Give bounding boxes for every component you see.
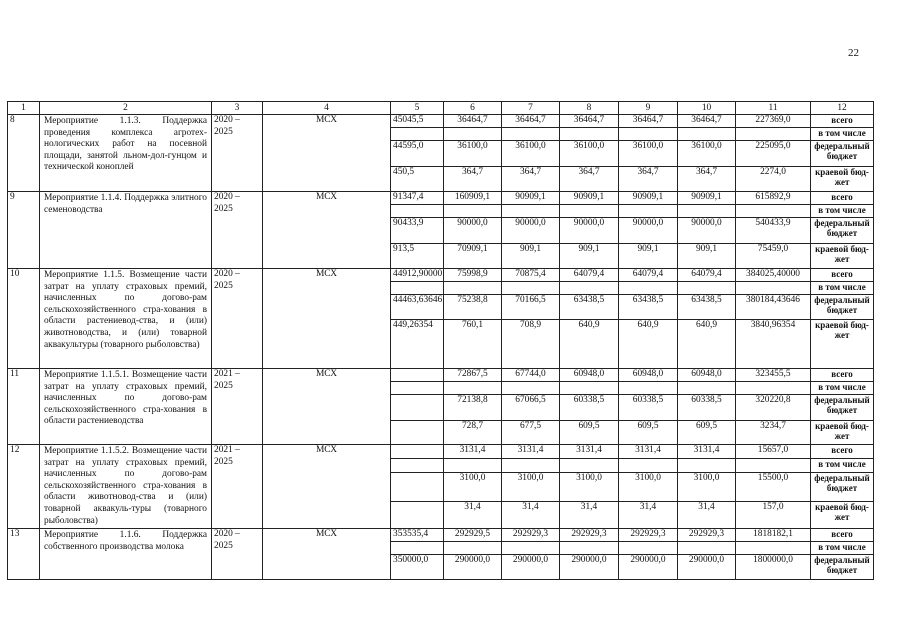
empty-cell xyxy=(736,205,811,218)
source-total: всего xyxy=(811,115,874,128)
measure-name: Мероприятие 1.1.5.2. Возмещение части затрат на уплату страховых премий, начисленных по догово-рам сельскохозяйственного стра-хования в области животновод-ства и (или) товарной аквакуль-туры (товарного рыболовства) xyxy=(40,445,212,529)
value-cell: 3131,4 xyxy=(678,445,736,459)
source-regional: краевой бюд-жет xyxy=(811,421,874,445)
implementation-term: 2020 – 2025 xyxy=(212,269,263,369)
value-cell: 44463,63646 xyxy=(391,295,444,320)
value-cell: 290000,0 xyxy=(619,555,678,580)
empty-cell xyxy=(560,282,619,295)
value-cell: 290000,0 xyxy=(444,555,502,580)
empty-cell xyxy=(502,382,560,395)
value-cell: 3131,4 xyxy=(502,445,560,459)
value-cell: 3234,7 xyxy=(736,421,811,445)
budget-table xyxy=(7,101,874,580)
source-federal: федеральный бюджет xyxy=(811,295,874,320)
page-number: 22 xyxy=(848,47,859,59)
empty-cell xyxy=(736,459,811,473)
value-cell: 909,1 xyxy=(678,244,736,269)
empty-cell xyxy=(678,205,736,218)
value-cell: 36100,0 xyxy=(619,141,678,167)
value-cell: 90909,1 xyxy=(502,192,560,205)
implementation-term: 2020 – 2025 xyxy=(212,115,263,192)
value-cell: 3131,4 xyxy=(444,445,502,459)
value-cell: 91347,4 xyxy=(391,192,444,205)
source-including: в том числе xyxy=(811,128,874,141)
header-cell: 11 xyxy=(736,102,811,115)
source-federal: федеральный бюджет xyxy=(811,218,874,244)
value-cell: 157,0 xyxy=(736,501,811,528)
source-including: в том числе xyxy=(811,542,874,555)
empty-cell xyxy=(678,459,736,473)
value-cell: 290000,0 xyxy=(560,555,619,580)
value-cell: 36464,7 xyxy=(619,115,678,128)
executor: МСХ xyxy=(263,269,391,369)
value-cell: 380184,43646 xyxy=(736,295,811,320)
empty-cell xyxy=(678,542,736,555)
value-cell: 75459,0 xyxy=(736,244,811,269)
value-cell: 67066,5 xyxy=(502,395,560,421)
value-cell: 3100,0 xyxy=(619,473,678,501)
value-cell: 15500,0 xyxy=(736,473,811,501)
value-cell xyxy=(391,395,444,421)
value-cell: 90000,0 xyxy=(619,218,678,244)
empty-cell xyxy=(619,205,678,218)
value-cell: 225095,0 xyxy=(736,141,811,167)
value-cell: 60948,0 xyxy=(560,369,619,382)
value-cell: 31,4 xyxy=(678,501,736,528)
value-cell: 292929,5 xyxy=(444,529,502,542)
empty-cell xyxy=(391,128,444,141)
value-cell: 36464,7 xyxy=(444,115,502,128)
table-row xyxy=(8,529,874,542)
value-cell: 70875,4 xyxy=(502,269,560,282)
empty-cell xyxy=(444,459,502,473)
value-cell: 292929,3 xyxy=(678,529,736,542)
value-cell: 3100,0 xyxy=(560,473,619,501)
value-cell: 1800000,0 xyxy=(736,555,811,580)
empty-cell xyxy=(502,128,560,141)
value-cell xyxy=(391,501,444,528)
value-cell: 90000,0 xyxy=(444,218,502,244)
header-cell: 10 xyxy=(678,102,736,115)
empty-cell xyxy=(678,128,736,141)
empty-cell xyxy=(391,282,444,295)
source-federal: федеральный бюджет xyxy=(811,395,874,421)
value-cell: 36100,0 xyxy=(502,141,560,167)
value-cell: 913,5 xyxy=(391,244,444,269)
empty-cell xyxy=(560,382,619,395)
value-cell: 72867,5 xyxy=(444,369,502,382)
empty-cell xyxy=(619,542,678,555)
executor: МСХ xyxy=(263,192,391,269)
value-cell: 31,4 xyxy=(444,501,502,528)
value-cell: 909,1 xyxy=(619,244,678,269)
value-cell: 64079,4 xyxy=(560,269,619,282)
measure-name: Мероприятие 1.1.6. Поддержка собственного производства молока xyxy=(40,529,212,580)
value-cell: 708,9 xyxy=(502,320,560,369)
header-row xyxy=(8,102,874,115)
empty-cell xyxy=(444,542,502,555)
row-number: 13 xyxy=(8,529,40,580)
value-cell: 640,9 xyxy=(678,320,736,369)
value-cell: 450,5 xyxy=(391,167,444,192)
value-cell xyxy=(391,473,444,501)
implementation-term: 2021 – 2025 xyxy=(212,445,263,529)
value-cell: 292929,3 xyxy=(619,529,678,542)
value-cell: 60338,5 xyxy=(678,395,736,421)
executor: МСХ xyxy=(263,369,391,445)
row-number: 11 xyxy=(8,369,40,445)
value-cell: 75998,9 xyxy=(444,269,502,282)
empty-cell xyxy=(678,282,736,295)
source-including: в том числе xyxy=(811,382,874,395)
source-total: всего xyxy=(811,445,874,459)
row-number: 12 xyxy=(8,445,40,529)
value-cell: 160909,1 xyxy=(444,192,502,205)
empty-cell xyxy=(502,459,560,473)
empty-cell xyxy=(444,205,502,218)
value-cell: 63438,5 xyxy=(678,295,736,320)
value-cell: 31,4 xyxy=(560,501,619,528)
empty-cell xyxy=(502,282,560,295)
value-cell: 45045,5 xyxy=(391,115,444,128)
value-cell: 364,7 xyxy=(444,167,502,192)
value-cell: 677,5 xyxy=(502,421,560,445)
value-cell: 609,5 xyxy=(560,421,619,445)
source-including: в том числе xyxy=(811,459,874,473)
source-total: всего xyxy=(811,529,874,542)
empty-cell xyxy=(560,128,619,141)
value-cell xyxy=(391,369,444,382)
source-federal: федеральный бюджет xyxy=(811,141,874,167)
empty-cell xyxy=(736,382,811,395)
value-cell: 290000,0 xyxy=(502,555,560,580)
executor: МСХ xyxy=(263,445,391,529)
value-cell: 64079,4 xyxy=(678,269,736,282)
value-cell: 31,4 xyxy=(502,501,560,528)
empty-cell xyxy=(619,459,678,473)
empty-cell xyxy=(619,282,678,295)
measure-name: Мероприятие 1.1.5. Возмещение части затрат на уплату страховых премий, начисленных по догово-рам сельскохозяйственного стра-хования в области растениевод-ства, и (или) животноводства, и (или) товарной аквакультуры (товарного рыболовства) xyxy=(40,269,212,369)
header-cell: 8 xyxy=(560,102,619,115)
value-cell: 60948,0 xyxy=(678,369,736,382)
value-cell: 640,9 xyxy=(560,320,619,369)
source-total: всего xyxy=(811,269,874,282)
empty-cell xyxy=(560,542,619,555)
value-cell: 3840,96354 xyxy=(736,320,811,369)
value-cell: 36100,0 xyxy=(444,141,502,167)
empty-cell xyxy=(391,459,444,473)
value-cell: 63438,5 xyxy=(619,295,678,320)
value-cell xyxy=(391,445,444,459)
value-cell: 615892,9 xyxy=(736,192,811,205)
row-number: 8 xyxy=(8,115,40,192)
value-cell: 36464,7 xyxy=(678,115,736,128)
value-cell: 323455,5 xyxy=(736,369,811,382)
value-cell: 760,1 xyxy=(444,320,502,369)
empty-cell xyxy=(391,382,444,395)
value-cell: 36464,7 xyxy=(502,115,560,128)
value-cell: 290000,0 xyxy=(678,555,736,580)
value-cell: 36100,0 xyxy=(560,141,619,167)
value-cell: 90909,1 xyxy=(678,192,736,205)
value-cell: 1818182,1 xyxy=(736,529,811,542)
value-cell: 15657,0 xyxy=(736,445,811,459)
value-cell: 90000,0 xyxy=(678,218,736,244)
value-cell: 909,1 xyxy=(502,244,560,269)
value-cell: 2274,0 xyxy=(736,167,811,192)
source-regional: краевой бюд-жет xyxy=(811,244,874,269)
value-cell: 3131,4 xyxy=(560,445,619,459)
source-including: в том числе xyxy=(811,282,874,295)
value-cell: 60338,5 xyxy=(619,395,678,421)
value-cell: 449,26354 xyxy=(391,320,444,369)
value-cell: 72138,8 xyxy=(444,395,502,421)
header-cell: 3 xyxy=(212,102,263,115)
empty-cell xyxy=(391,542,444,555)
table-row xyxy=(8,369,874,382)
value-cell: 3100,0 xyxy=(444,473,502,501)
value-cell: 364,7 xyxy=(502,167,560,192)
implementation-term: 2020 – 2025 xyxy=(212,192,263,269)
value-cell: 90433,9 xyxy=(391,218,444,244)
value-cell: 63438,5 xyxy=(560,295,619,320)
value-cell: 44595,0 xyxy=(391,141,444,167)
value-cell: 31,4 xyxy=(619,501,678,528)
value-cell: 44912,90000 xyxy=(391,269,444,282)
header-cell: 5 xyxy=(391,102,444,115)
empty-cell xyxy=(736,542,811,555)
empty-cell xyxy=(560,205,619,218)
implementation-term: 2021 – 2025 xyxy=(212,369,263,445)
value-cell: 364,7 xyxy=(560,167,619,192)
value-cell: 609,5 xyxy=(619,421,678,445)
source-federal: федеральный бюджет xyxy=(811,473,874,501)
empty-cell xyxy=(619,382,678,395)
source-total: всего xyxy=(811,192,874,205)
value-cell: 292929,3 xyxy=(560,529,619,542)
table-row xyxy=(8,192,874,205)
value-cell: 728,7 xyxy=(444,421,502,445)
table-row xyxy=(8,115,874,128)
header-cell: 9 xyxy=(619,102,678,115)
source-regional: краевой бюд-жет xyxy=(811,320,874,369)
row-number: 9 xyxy=(8,192,40,269)
value-cell: 90000,0 xyxy=(560,218,619,244)
value-cell: 90000,0 xyxy=(502,218,560,244)
empty-cell xyxy=(444,382,502,395)
value-cell: 3131,4 xyxy=(619,445,678,459)
value-cell: 67744,0 xyxy=(502,369,560,382)
header-cell: 7 xyxy=(502,102,560,115)
value-cell: 36100,0 xyxy=(678,141,736,167)
source-federal: федеральный бюджет xyxy=(811,555,874,580)
measure-name: Мероприятие 1.1.5.1. Возмещение части затрат на уплату страховых премий, начисленных по догово-рам сельскохозяйственного стра-хования в области растениеводства xyxy=(40,369,212,445)
empty-cell xyxy=(736,128,811,141)
empty-cell xyxy=(391,205,444,218)
empty-cell xyxy=(502,205,560,218)
header-cell: 2 xyxy=(40,102,212,115)
value-cell: 640,9 xyxy=(619,320,678,369)
value-cell: 364,7 xyxy=(619,167,678,192)
empty-cell xyxy=(619,128,678,141)
value-cell: 353535,4 xyxy=(391,529,444,542)
empty-cell xyxy=(678,382,736,395)
table-row xyxy=(8,445,874,459)
source-regional: краевой бюд-жет xyxy=(811,501,874,528)
empty-cell xyxy=(560,459,619,473)
value-cell: 350000,0 xyxy=(391,555,444,580)
table-row xyxy=(8,269,874,282)
executor: МСХ xyxy=(263,529,391,580)
value-cell: 90909,1 xyxy=(560,192,619,205)
value-cell: 60338,5 xyxy=(560,395,619,421)
empty-cell xyxy=(502,542,560,555)
executor: МСХ xyxy=(263,115,391,192)
value-cell: 60948,0 xyxy=(619,369,678,382)
source-including: в том числе xyxy=(811,205,874,218)
value-cell: 3100,0 xyxy=(502,473,560,501)
value-cell: 227369,0 xyxy=(736,115,811,128)
source-regional: краевой бюд-жет xyxy=(811,167,874,192)
value-cell: 320220,8 xyxy=(736,395,811,421)
value-cell: 3100,0 xyxy=(678,473,736,501)
header-cell: 1 xyxy=(8,102,40,115)
value-cell: 364,7 xyxy=(678,167,736,192)
value-cell: 90909,1 xyxy=(619,192,678,205)
row-number: 10 xyxy=(8,269,40,369)
measure-name: Мероприятие 1.1.4. Поддержка элитного семеноводства xyxy=(40,192,212,269)
empty-cell xyxy=(736,282,811,295)
implementation-term: 2020 – 2025 xyxy=(212,529,263,580)
header-cell: 4 xyxy=(263,102,391,115)
empty-cell xyxy=(444,282,502,295)
value-cell: 609,5 xyxy=(678,421,736,445)
header-cell: 12 xyxy=(811,102,874,115)
value-cell: 70166,5 xyxy=(502,295,560,320)
value-cell: 36464,7 xyxy=(560,115,619,128)
source-total: всего xyxy=(811,369,874,382)
value-cell: 909,1 xyxy=(560,244,619,269)
value-cell: 292929,3 xyxy=(502,529,560,542)
empty-cell xyxy=(444,128,502,141)
value-cell: 540433,9 xyxy=(736,218,811,244)
value-cell: 75238,8 xyxy=(444,295,502,320)
value-cell xyxy=(391,421,444,445)
measure-name: Мероприятие 1.1.3. Поддержка проведения комплекса агротех-нологических работ на посевной площади, занятой льном-дол-гунцом и технической коноплей xyxy=(40,115,212,192)
header-cell: 6 xyxy=(444,102,502,115)
value-cell: 70909,1 xyxy=(444,244,502,269)
value-cell: 384025,40000 xyxy=(736,269,811,282)
value-cell: 64079,4 xyxy=(619,269,678,282)
